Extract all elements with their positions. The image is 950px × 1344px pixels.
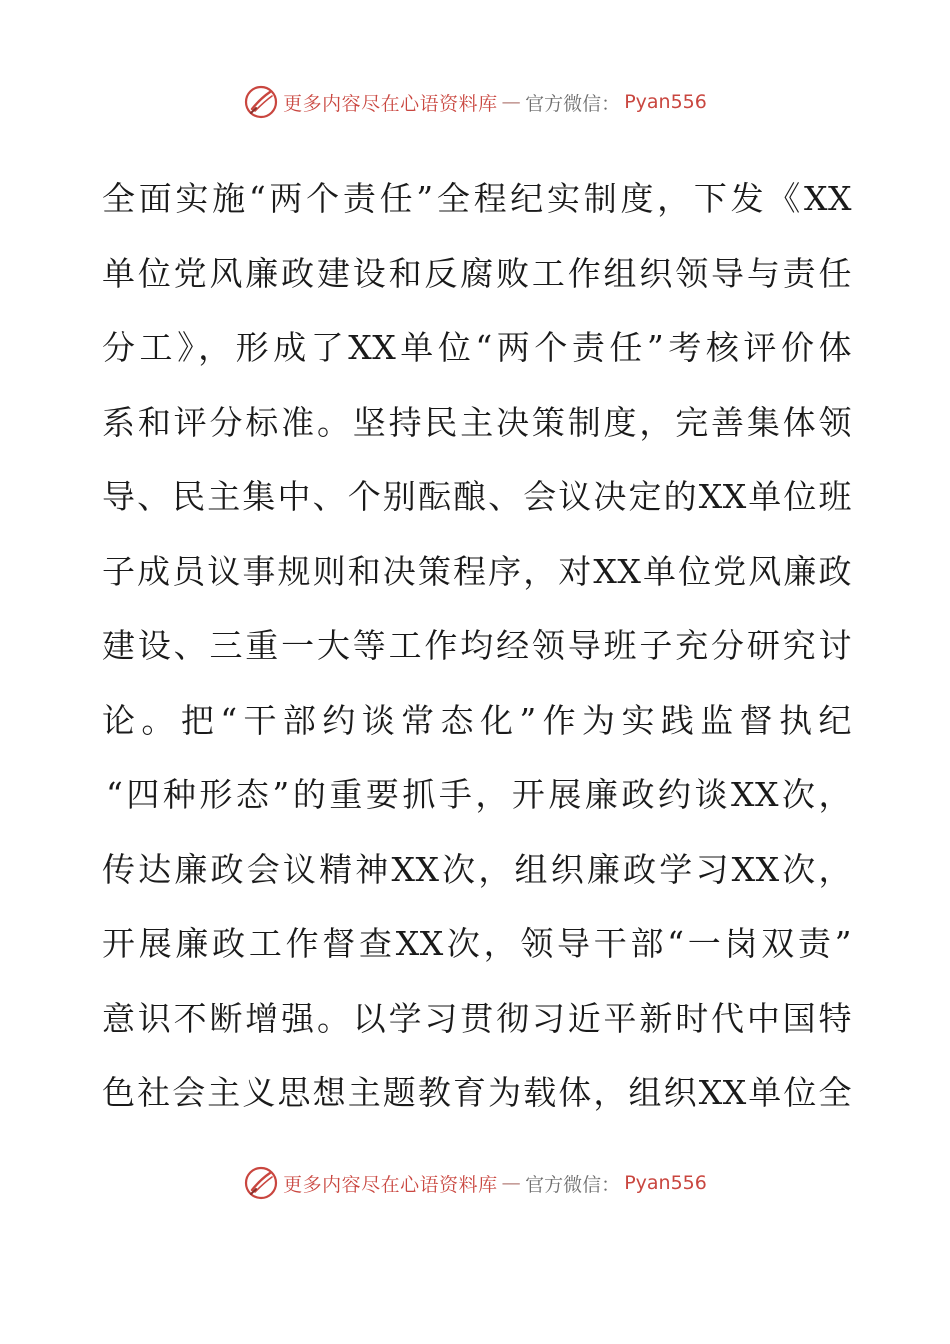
text-line: 全面实施“两个责任”全程纪实制度，下发《XX — [102, 179, 852, 218]
text-line: “四种形态”的重要抓手，开展廉政约谈XX次， — [106, 775, 852, 814]
official-label: 官方微信： — [525, 1173, 621, 1196]
banner-dash: — — [501, 1172, 522, 1194]
header-banner — [0, 82, 950, 122]
promo-text: 更多内容尽在心语资料库 — [283, 92, 498, 115]
pen-logo-icon — [243, 84, 279, 120]
text-line: 分工》，形成了XX单位“两个责任”考核评价体 — [102, 328, 852, 367]
text-line: 系和评分标准。坚持民主决策制度，完善集体领 — [102, 402, 852, 442]
text-line: 传达廉政会议精神XX次，组织廉政学习XX次， — [102, 849, 852, 889]
banner-dash: — — [501, 91, 522, 113]
text-line: 意识不断增强。以学习贯彻习近平新时代中国特 — [102, 998, 852, 1038]
text-line: 建设、三重一大等工作均经领导班子充分研究讨 — [102, 626, 852, 665]
text-line: 子成员议事规则和决策程序，对XX单位党风廉政 — [102, 551, 852, 591]
text-line: 色社会主义思想主题教育为载体，组织XX单位全 — [102, 1073, 852, 1112]
wechat-id: Pyan556 — [624, 91, 707, 113]
text-line: 导、民主集中、个别酝酿、会议决定的XX单位班 — [102, 477, 852, 516]
text-line: 单位党风廉政建设和反腐败工作组织领导与责任 — [102, 253, 852, 293]
wechat-id: Pyan556 — [624, 1172, 707, 1194]
footer-banner — [0, 1163, 950, 1203]
official-label: 官方微信： — [525, 92, 621, 115]
pen-logo-icon — [243, 1165, 279, 1201]
body-paragraph — [102, 162, 852, 1131]
text-line: 论。把“干部约谈常态化”作为实践监督执纪 — [102, 700, 852, 740]
promo-text: 更多内容尽在心语资料库 — [283, 1173, 498, 1196]
text-line: 开展廉政工作督查XX次，领导干部“一岗双责” — [102, 924, 852, 963]
